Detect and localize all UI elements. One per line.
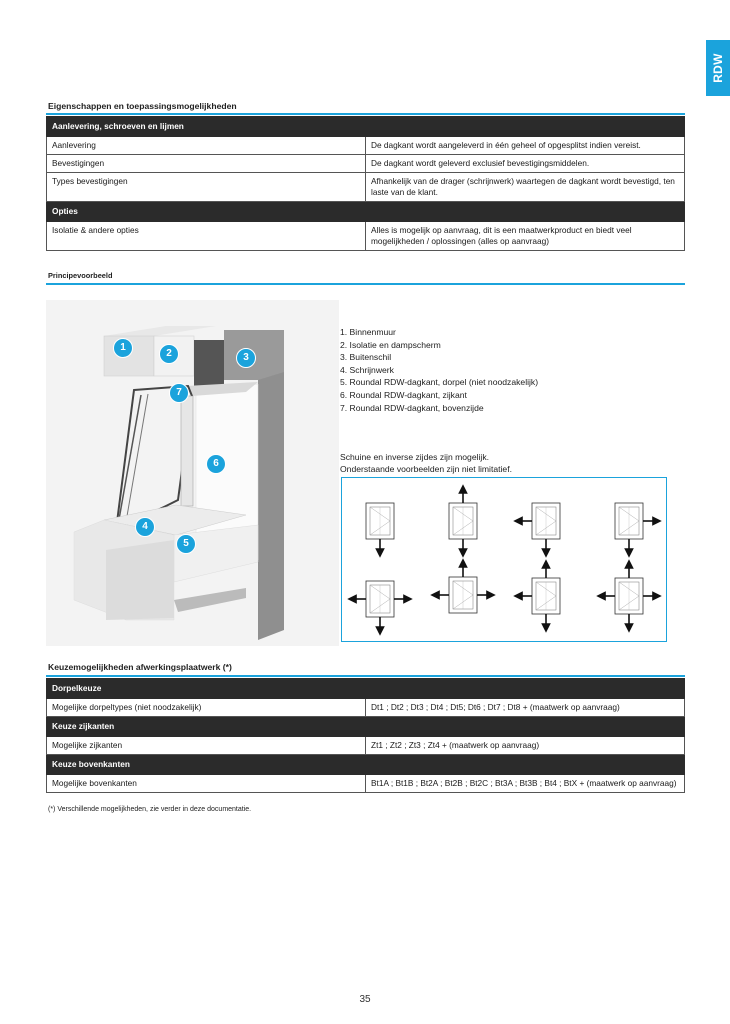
legend-item: 6. Roundal RDW-dagkant, zijkant <box>340 389 467 400</box>
row-value: Alles is mogelijk op aanvraag, dit is een maatwerkproduct en biedt veel mogelijkheden / oplossingen (alles op aanvraag) <box>366 222 685 251</box>
drawing-wall-lower <box>106 540 174 620</box>
table-row <box>47 222 685 251</box>
legend-item: 4. Schrijnwerk <box>340 364 394 375</box>
callout-badge-7: 7 <box>169 383 189 403</box>
drawing-glass-line <box>118 395 141 525</box>
side-tab <box>706 40 730 96</box>
row-label: Bevestigingen <box>47 155 366 173</box>
row-label: Isolatie & andere opties <box>47 222 366 251</box>
callout-badge-5: 5 <box>176 534 196 554</box>
group-header-sides: Keuze zijkanten <box>47 717 685 737</box>
table-row <box>47 775 685 793</box>
section-title-principle: Principevoorbeeld <box>48 271 113 280</box>
page-number: 35 <box>359 994 371 1005</box>
callout-badge-2: 2 <box>159 344 179 364</box>
row-value: Zt1 ; Zt2 ; Zt3 ; Zt4 + (maatwerk op aanvraag) <box>366 737 685 755</box>
row-value: Afhankelijk van de drager (schrijnwerk) waartegen de dagkant wordt bevestigd, ten laste van de klant. <box>366 173 685 202</box>
table-group-header <box>47 755 685 775</box>
drawing-frame-profile <box>181 396 193 506</box>
variant-examples-drawing <box>342 478 666 641</box>
table-row <box>47 737 685 755</box>
variant-example-all-sides <box>601 564 657 628</box>
table-row <box>47 173 685 202</box>
section-rule <box>46 113 685 115</box>
row-label: Mogelijke zijkanten <box>47 737 366 755</box>
variant-example-sill-left <box>518 503 560 553</box>
legend-item: 7. Roundal RDW-dagkant, bovenzijde <box>340 402 484 413</box>
section-rule <box>46 283 685 285</box>
window-section-drawing <box>46 300 339 646</box>
variant-example-sill-top <box>449 489 477 553</box>
legend-list <box>340 326 538 414</box>
section-title-properties: Eigenschappen en toepassingsmogelijkheden <box>48 101 237 111</box>
callout-badge-3: 3 <box>236 348 256 368</box>
note-line: Onderstaande voorbeelden zijn niet limitatief. <box>340 463 512 474</box>
finish-options-table <box>46 678 685 793</box>
table-row <box>47 155 685 173</box>
group-header-sill: Dorpelkeuze <box>47 679 685 699</box>
row-value: De dagkant wordt geleverd exclusief bevestigingsmiddelen. <box>366 155 685 173</box>
row-label: Types bevestigingen <box>47 173 366 202</box>
window-detail-illustration <box>46 300 339 646</box>
group-header-options: Opties <box>47 202 685 222</box>
row-label: Mogelijke dorpeltypes (niet noodzakelijk) <box>47 699 366 717</box>
variant-example-sill <box>366 503 394 553</box>
table-group-header <box>47 202 685 222</box>
group-header-delivery: Aanlevering, schroeven en lijmen <box>47 117 685 137</box>
legend-item: 5. Roundal RDW-dagkant, dorpel (niet noodzakelijk) <box>340 377 539 388</box>
legend-item: 3. Buitenschil <box>340 352 392 363</box>
side-tab-label: RDW <box>711 53 725 83</box>
table-group-header <box>47 717 685 737</box>
legend-item: 1. Binnenmuur <box>340 327 396 337</box>
drawing-outer-wall <box>258 372 284 640</box>
row-value: Bt1A ; Bt1B ; Bt2A ; Bt2B ; Bt2C ; Bt3A ; Bt3B ; Bt4 ; BtX + (maatwerk op aanvraag) <box>366 775 685 793</box>
row-value: Dt1 ; Dt2 ; Dt3 ; Dt4 ; Dt5; Dt6 ; Dt7 ; Dt8 + (maatwerk op aanvraag) <box>366 699 685 717</box>
drawing-outer-shell-top <box>194 340 224 390</box>
table-group-header <box>47 117 685 137</box>
row-value: De dagkant wordt aangeleverd in één geheel of opgesplitst indien vereist. <box>366 137 685 155</box>
properties-table <box>46 116 685 251</box>
group-header-tops: Keuze bovenkanten <box>47 755 685 775</box>
variant-example-sill-right <box>615 503 657 553</box>
drawing-top-face <box>104 326 216 336</box>
table-group-header <box>47 679 685 699</box>
legend-item: 2. Isolatie en dampscherm <box>340 339 441 350</box>
row-label: Mogelijke bovenkanten <box>47 775 366 793</box>
section-rule <box>46 675 685 677</box>
variant-example-sill-sides <box>352 581 408 631</box>
callout-badge-1: 1 <box>113 338 133 358</box>
variant-example-top-left-bottom <box>518 564 560 628</box>
variant-example-top-sides <box>435 563 491 613</box>
table-row <box>47 137 685 155</box>
callout-badge-4: 4 <box>135 517 155 537</box>
table-row <box>47 699 685 717</box>
drawing-drip-edge <box>174 588 246 612</box>
section-title-options: Keuzemogelijkheden afwerkingsplaatwerk (*) <box>48 662 232 672</box>
variants-note <box>340 452 512 475</box>
variant-examples-box <box>341 477 667 642</box>
row-label: Aanlevering <box>47 137 366 155</box>
note-line: Schuine en inverse zijdes zijn mogelijk. <box>340 452 490 462</box>
callout-badge-6: 6 <box>206 454 226 474</box>
footnote: (*) Verschillende mogelijkheden, zie verder in deze documentatie. <box>48 806 252 813</box>
